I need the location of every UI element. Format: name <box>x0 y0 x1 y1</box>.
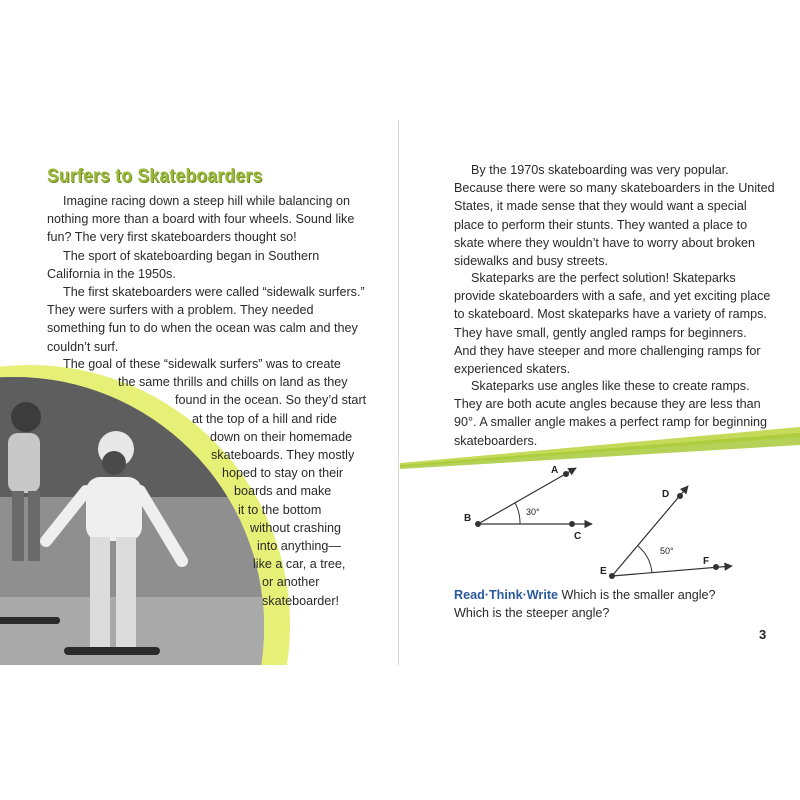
left-paragraph-2 <box>47 247 320 283</box>
text-line: California in the 1950s. <box>47 267 176 282</box>
text-line: the same thrills and chills on land as they <box>118 375 348 390</box>
text-line: The goal of these “sidewalk surfers” was to create <box>63 357 341 371</box>
text-line: into anything— <box>257 539 342 554</box>
rtw-label: Read·Think·Write <box>454 588 559 602</box>
point-b <box>475 521 481 527</box>
text-line: place to perform their stunts. They wanted a place to <box>454 217 748 232</box>
rtw-question-1: Which is the smaller angle? <box>561 588 716 602</box>
label-c: C <box>574 531 582 542</box>
text-line: Because there were so many skateboarders in the United <box>454 181 775 196</box>
text-line: sidewalks and busy streets. <box>454 254 608 269</box>
point-c <box>569 521 575 527</box>
label-f: F <box>703 556 710 567</box>
text-line: without crashing <box>250 520 342 535</box>
text-line: found in the ocean. So they’d start <box>175 393 367 408</box>
text-line: nothing more than a board with four wheels. Sound like <box>47 212 355 227</box>
text-line: skate where they wouldn’t have to worry about broken <box>454 235 756 250</box>
right-paragraph-1 <box>454 161 775 270</box>
section-title: Surfers to Skateboarders <box>47 166 263 187</box>
rtw-line-1 <box>454 586 716 604</box>
text-line: like a car, a tree, <box>253 557 346 572</box>
point-e <box>609 573 615 579</box>
text-line: skateboarder! <box>262 593 340 608</box>
text-line: at the top of a hill and ride <box>192 411 337 426</box>
arc-30 <box>515 503 520 524</box>
text-line: Skateparks use angles like these to create ramps. <box>471 379 750 393</box>
text-line: fun? The very first skateboarders thought so! <box>47 230 297 245</box>
text-line: skateboards. They mostly <box>211 448 355 463</box>
rtw-question-2: Which is the steeper angle? <box>454 606 610 621</box>
text-line: 90°. A smaller angle makes a perfect ramp for beginning <box>454 415 768 430</box>
text-line: provide skateboarders with a safe, and yet exciting place <box>454 289 771 304</box>
text-line: hoped to stay on their <box>222 466 344 481</box>
point-d <box>677 493 683 499</box>
text-line: They have small, gently angled ramps for beginners. <box>454 325 747 340</box>
label-d: D <box>662 489 670 500</box>
text-line: skateboarders. <box>454 433 538 448</box>
measure-50: 50° <box>660 546 674 556</box>
point-a <box>563 471 569 477</box>
page-gutter <box>398 120 399 665</box>
text-line: to skateboard. Most skateparks have a variety of ramps. <box>454 307 767 322</box>
text-line: couldn’t surf. <box>47 339 119 354</box>
angle-diagram <box>440 460 780 595</box>
label-b: B <box>464 513 472 524</box>
measure-30: 30° <box>526 507 540 517</box>
text-line: States, it made sense that they would want a special <box>454 199 747 214</box>
page-number: 3 <box>759 627 767 642</box>
text-line: down on their homemade <box>210 429 353 444</box>
left-paragraph-4 <box>63 355 366 610</box>
left-paragraph-3 <box>47 283 365 356</box>
text-line: Imagine racing down a steep hill while balancing on <box>63 194 351 208</box>
text-line: The first skateboarders were called “sidewalk surfers.” <box>63 285 365 299</box>
right-paragraph-2 <box>454 269 771 378</box>
text-line: boards and make <box>234 484 332 499</box>
text-line: They were surfers with a problem. They needed <box>47 303 314 318</box>
text-line: Skateparks are the perfect solution! Skateparks <box>471 271 736 285</box>
text-line: They are both acute angles because they are less than <box>454 397 761 412</box>
label-a: A <box>551 465 559 476</box>
arc-50 <box>638 546 652 573</box>
text-line: The sport of skateboarding began in Southern <box>63 249 320 263</box>
text-line: By the 1970s skateboarding was very popular. <box>471 163 729 177</box>
text-line: something fun to do when the ocean was calm and they <box>47 321 358 336</box>
label-e: E <box>600 566 607 577</box>
text-line: experienced skaters. <box>454 362 571 377</box>
text-line: And they have steeper and more challenging ramps for <box>454 343 761 358</box>
text-line: or another <box>262 575 320 590</box>
left-paragraph-1 <box>47 192 355 247</box>
point-f <box>713 564 719 570</box>
text-line: it to the bottom <box>238 502 322 517</box>
read-think-write <box>454 586 716 622</box>
